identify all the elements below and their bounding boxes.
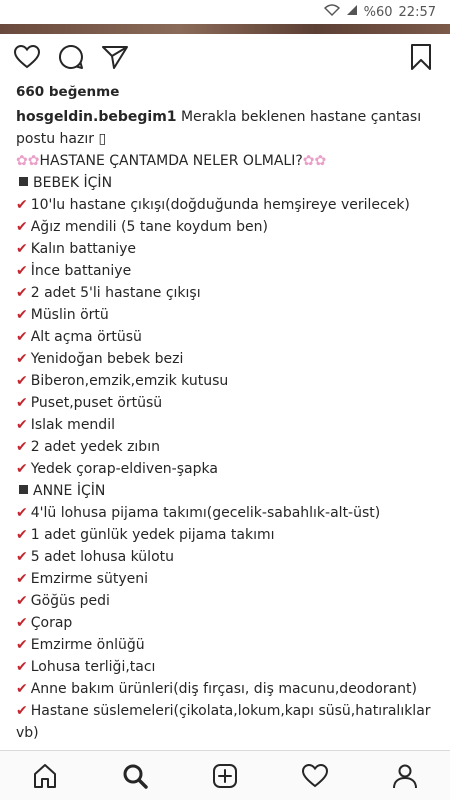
post-actions: [0, 40, 450, 80]
signal-icon: [346, 4, 358, 20]
checkmark-icon: ✔: [16, 527, 28, 543]
list-item: ✔ Müslin örtü: [16, 307, 109, 323]
checkmark-icon: ✔: [16, 241, 28, 257]
battery-level: %60: [363, 4, 393, 20]
checkmark-icon: ✔: [16, 307, 28, 323]
checkmark-icon: ✔: [16, 615, 28, 631]
checkmark-icon: ✔: [16, 285, 28, 301]
list-item: ✔ 10'lu hastane çıkışı(doğduğunda hemşireye verilecek): [16, 197, 410, 213]
checkmark-icon: ✔: [16, 571, 28, 587]
like-count[interactable]: 660 beğenme: [16, 84, 120, 100]
heart-icon[interactable]: [12, 42, 42, 72]
caption-line-0: hosgeldin.bebegim1 Merakla beklenen hastane çantası: [16, 109, 422, 125]
profile-icon[interactable]: [388, 759, 422, 793]
caption-line-1: postu hazır ▯: [16, 131, 107, 147]
wifi-icon: [324, 4, 340, 20]
checkmark-icon: ✔: [16, 549, 28, 565]
list-item: ✔ Anne bakım ürünleri(diş fırçası, diş macunu,deodorant): [16, 681, 417, 697]
comment-icon[interactable]: [56, 42, 86, 72]
checkmark-icon: ✔: [16, 637, 28, 653]
checkmark-icon: ✔: [16, 329, 28, 345]
checkmark-icon: ✔: [16, 373, 28, 389]
checkmark-icon: ✔: [16, 263, 28, 279]
list-item: ✔ Yedek çorap-eldiven-şapka: [16, 461, 218, 477]
post-image-edge[interactable]: [0, 24, 450, 34]
list-item: ✔ Lohusa terliği,tacı: [16, 659, 156, 675]
flower-emoji-icon: ✿✿: [16, 153, 40, 169]
list-item: ✔ 4'lü lohusa pijama takımı(gecelik-sabahlık-alt-üst): [16, 505, 381, 521]
caption-title: ✿✿HASTANE ÇANTAMDA NELER OLMALI?✿✿: [16, 153, 327, 169]
add-post-icon[interactable]: [208, 759, 242, 793]
clock: 22:57: [398, 4, 436, 20]
list-item: ✔ 2 adet yedek zıbın: [16, 439, 160, 455]
section-header-baby: BEBEK İÇİN: [16, 172, 440, 194]
flower-emoji-icon: ✿✿: [302, 153, 327, 169]
activity-heart-icon[interactable]: [298, 759, 332, 793]
list-item: ✔ Yenidoğan bebek bezi: [16, 351, 184, 367]
list-item: ✔ Ağız mendili (5 tane koydum ben): [16, 219, 268, 235]
list-item: ✔ Puset,puset örtüsü: [16, 395, 163, 411]
list-item: ✔ Alt açma örtüsü: [16, 329, 142, 345]
checkmark-icon: ✔: [16, 351, 28, 367]
list-item: ✔ 1 adet günlük yedek pijama takımı: [16, 527, 275, 543]
checkmark-icon: ✔: [16, 703, 28, 719]
checkmark-icon: ✔: [16, 395, 28, 411]
checkmark-icon: ✔: [16, 197, 28, 213]
square-bullet-icon: [19, 485, 28, 494]
caption-line-last: vb): [16, 725, 39, 741]
list-item: ✔ 2 adet 5'li hastane çıkışı: [16, 285, 201, 301]
list-item: ✔ Biberon,emzik,emzik kutusu: [16, 373, 229, 389]
square-bullet-icon: [19, 177, 28, 186]
list-item: ✔ Kalın battaniye: [16, 241, 137, 257]
checkmark-icon: ✔: [16, 593, 28, 609]
list-item: ✔ Çorap: [16, 615, 73, 631]
bookmark-icon[interactable]: [406, 42, 436, 72]
bottom-nav: [0, 750, 450, 800]
checkmark-icon: ✔: [16, 417, 28, 433]
checkmark-icon: ✔: [16, 439, 28, 455]
section-header-mother: ANNE İÇİN: [16, 480, 440, 502]
checkmark-icon: ✔: [16, 659, 28, 675]
post-caption: [16, 106, 440, 744]
home-icon[interactable]: [28, 759, 62, 793]
username-link[interactable]: hosgeldin.bebegim1: [16, 109, 177, 125]
checkmark-icon: ✔: [16, 461, 28, 477]
checkmark-icon: ✔: [16, 505, 28, 521]
search-icon[interactable]: [118, 759, 152, 793]
list-item: ✔ 5 adet lohusa külotu: [16, 549, 175, 565]
list-item: ✔ Emzirme sütyeni: [16, 571, 148, 587]
list-item: ✔ Emzirme önlüğü: [16, 637, 145, 653]
checkmark-icon: ✔: [16, 681, 28, 697]
status-bar: [0, 0, 450, 24]
list-item: ✔ Islak mendil: [16, 417, 115, 433]
list-item: ✔ Göğüs pedi: [16, 593, 110, 609]
list-item: ✔ Hastane süslemeleri(çikolata,lokum,kapı süsü,hatıralıklar: [16, 703, 431, 719]
paper-plane-icon[interactable]: [100, 42, 130, 72]
list-item: ✔ İnce battaniye: [16, 263, 132, 279]
checkmark-icon: ✔: [16, 219, 28, 235]
